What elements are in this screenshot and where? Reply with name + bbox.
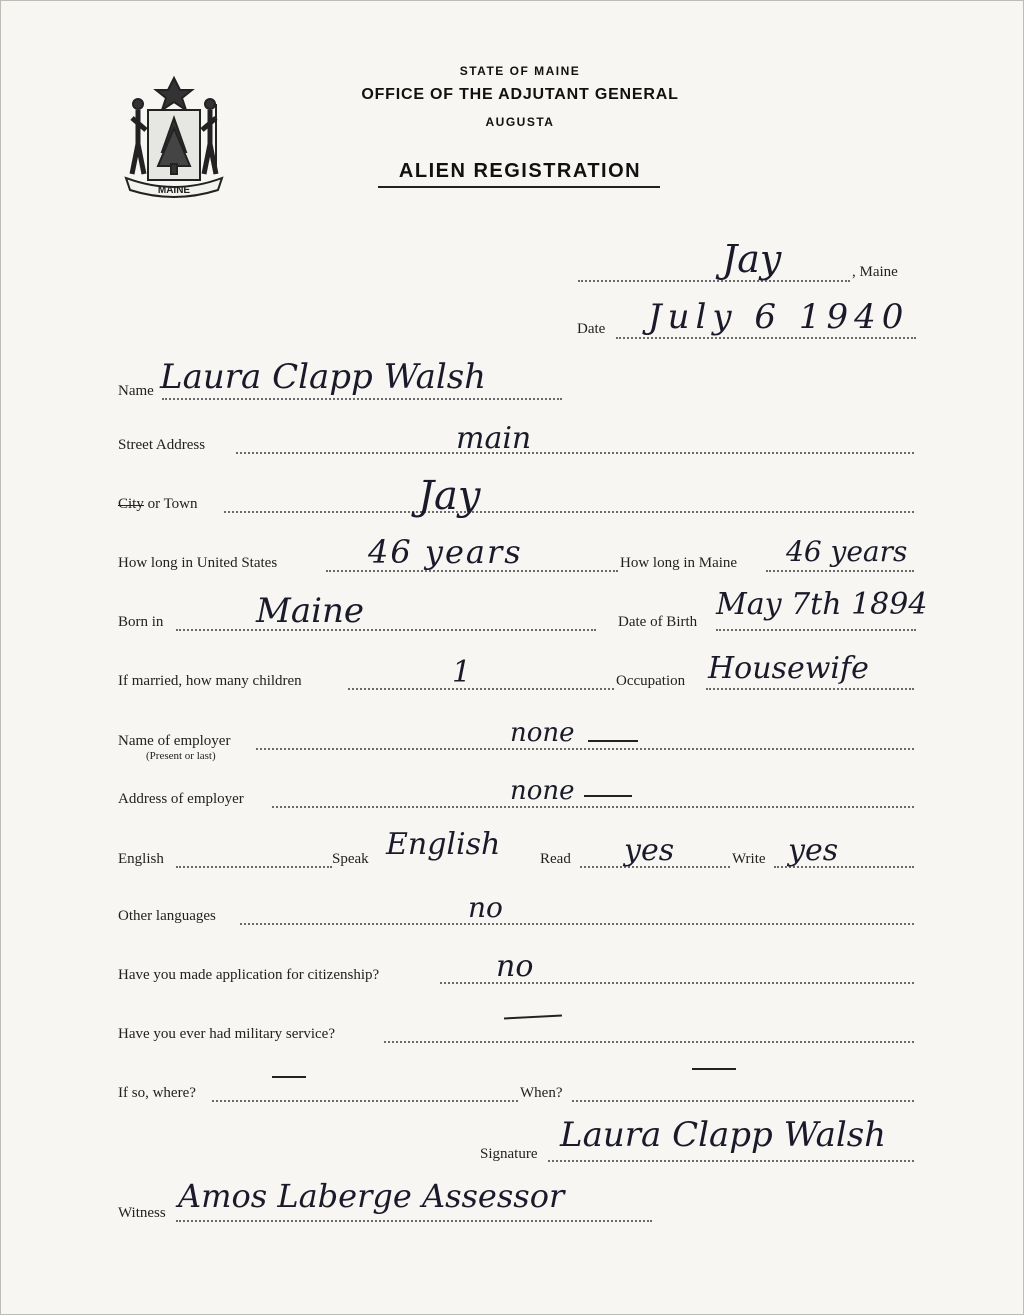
name-value: Laura Clapp Walsh xyxy=(160,357,487,397)
header-state: STATE OF MAINE xyxy=(459,64,581,78)
city-dotted-line xyxy=(224,511,914,513)
maine-seal-icon xyxy=(118,74,230,204)
other-languages-dotted-line xyxy=(240,923,914,925)
if-so-where-label: If so, where? xyxy=(118,1085,196,1101)
when-dotted-line xyxy=(572,1100,914,1102)
employer-address-value: none xyxy=(510,776,575,806)
dob-value: May 7th 1894 xyxy=(716,587,928,622)
name-label: Name xyxy=(118,383,154,399)
city-or-town-label xyxy=(118,496,198,513)
signature-value: Laura Clapp Walsh xyxy=(560,1115,887,1155)
children-label: If married, how many children xyxy=(118,673,302,689)
date-of-birth-label: Date of Birth xyxy=(618,614,698,630)
employer-address-label: Address of employer xyxy=(118,791,244,807)
speak-value: English xyxy=(386,827,501,862)
when-dash-mark xyxy=(692,1068,736,1070)
name-dotted-line xyxy=(162,398,562,400)
title-underline xyxy=(378,186,660,188)
witness-dotted-line xyxy=(176,1220,652,1222)
signature-label: Signature xyxy=(480,1146,538,1162)
witness-value: Amos Laberge Assessor xyxy=(178,1177,565,1215)
town-dotted-line xyxy=(578,280,850,282)
english-dotted-line xyxy=(176,866,332,868)
employer-address-dotted-line xyxy=(272,806,914,808)
children-dotted-line xyxy=(348,688,614,690)
english-label: English xyxy=(118,851,164,867)
when-label: When? xyxy=(520,1085,563,1101)
children-value: 1 xyxy=(452,655,472,690)
years-maine-value: 46 years xyxy=(786,535,908,568)
header-office: OFFICE OF THE ADJUTANT GENERAL xyxy=(361,86,679,103)
date-dotted-line xyxy=(616,337,916,339)
header-city: AUGUSTA xyxy=(485,115,555,129)
dob-dotted-line xyxy=(716,629,916,631)
write-value: yes xyxy=(788,833,839,868)
military-label: Have you ever had military service? xyxy=(118,1026,335,1042)
maine-label: , Maine xyxy=(852,264,898,280)
city-struck-word: City xyxy=(118,496,144,512)
maine-dotted-line xyxy=(766,570,914,572)
street-address-label: Street Address xyxy=(118,437,206,453)
read-value: yes xyxy=(624,833,675,868)
occupation-dotted-line xyxy=(706,688,914,690)
date-value: July 6 1940 xyxy=(648,297,910,337)
occupation-value: Housewife xyxy=(708,651,869,686)
how-long-maine-label: How long in Maine xyxy=(620,555,738,571)
born-in-value: Maine xyxy=(256,591,364,631)
read-label: Read xyxy=(540,851,571,867)
born-in-label: Born in xyxy=(118,614,164,630)
street-dotted-line xyxy=(236,452,914,454)
form-title: ALIEN REGISTRATION xyxy=(398,160,642,182)
employer-note: (Present or last) xyxy=(146,750,216,762)
employer-address-flourish xyxy=(584,795,632,797)
employer-name-flourish xyxy=(588,740,638,742)
where-dotted-line xyxy=(212,1100,518,1102)
other-languages-label: Other languages xyxy=(118,908,216,924)
years-us-value: 46 years xyxy=(368,533,523,571)
witness-label: Witness xyxy=(118,1205,166,1221)
city-rest-label: or Town xyxy=(143,496,198,512)
employer-name-value: none xyxy=(510,718,575,748)
military-dotted-line xyxy=(384,1041,914,1043)
town-value: Jay xyxy=(722,237,782,281)
born-dotted-line xyxy=(176,629,596,631)
date-label: Date xyxy=(577,321,606,337)
where-dash-mark xyxy=(272,1076,306,1078)
seal-banner-text: MAINE xyxy=(157,185,191,196)
occupation-label: Occupation xyxy=(616,673,686,689)
how-long-us-label: How long in United States xyxy=(118,555,278,571)
other-languages-value: no xyxy=(468,891,503,924)
city-value: Jay xyxy=(418,473,481,519)
citizenship-label: Have you made application for citizenship? xyxy=(118,967,380,983)
signature-dotted-line xyxy=(548,1160,914,1162)
employer-name-label: Name of employer xyxy=(118,733,231,749)
street-value: main xyxy=(456,421,532,456)
speak-label: Speak xyxy=(332,851,369,867)
citizenship-value: no xyxy=(496,949,534,984)
employer-name-dotted-line xyxy=(256,748,914,750)
write-label: Write xyxy=(732,851,766,867)
